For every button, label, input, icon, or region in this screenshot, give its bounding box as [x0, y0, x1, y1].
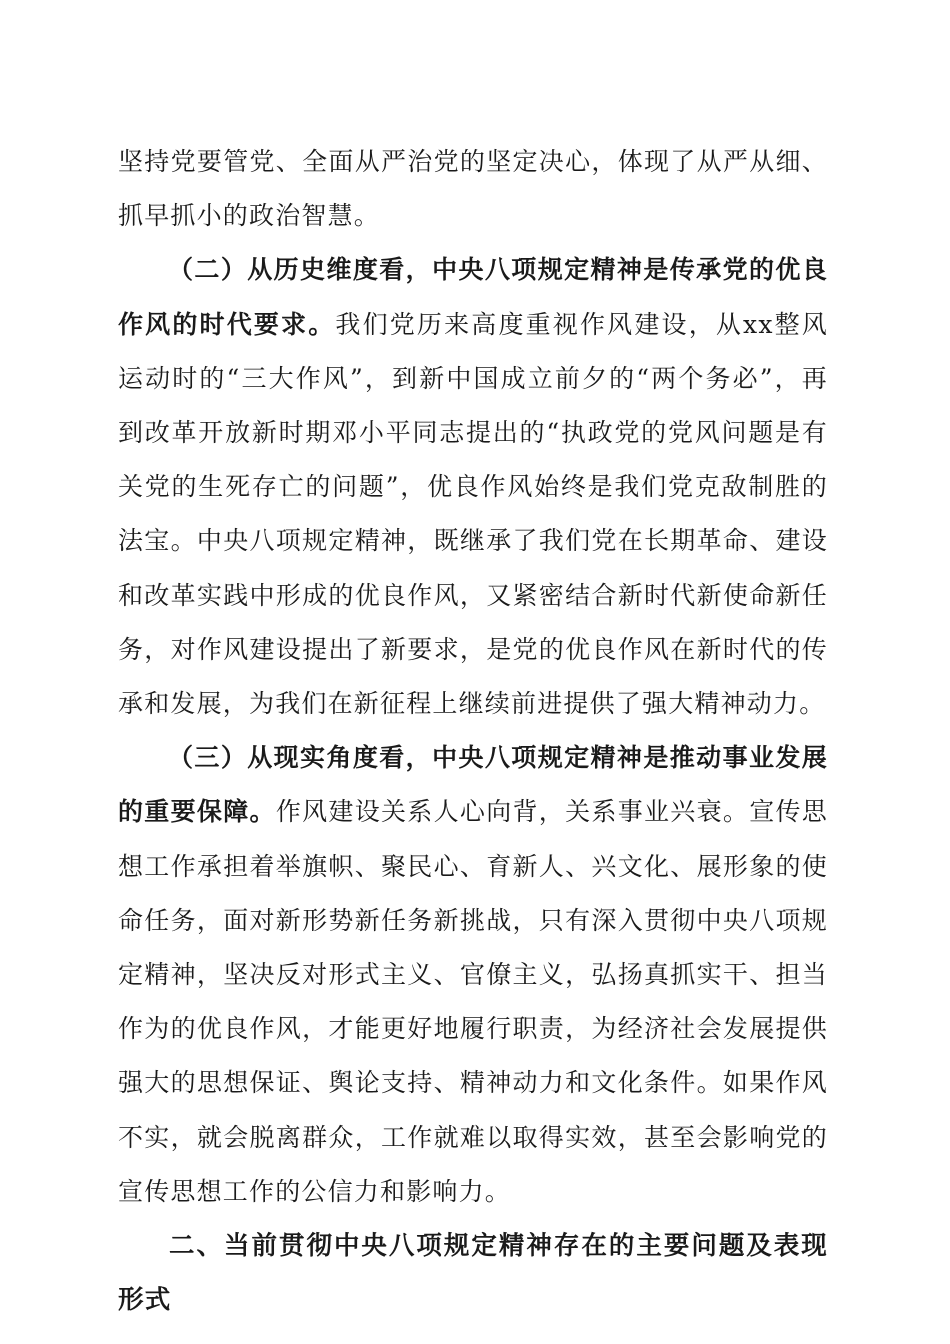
paragraph-historical-dimension [118, 243, 828, 731]
paragraph-body-historical: 我们党历来高度重视作风建设，从xx整风运动时的“三大作风”，到新中国成立前夕的“两个务必”，再到改革开放新时期邓小平同志提出的“执政党的党风问题是有关党的生死存亡的问题”，优良作风始终是我们党克敌制胜的法宝。中央八项规定精神，既继承了我们党在长期革命、建设和改革实践中形成的优良作风，又紧密结合新时代新使命新任务，对作风建设提出了新要求，是党的优良作风在新时代的传承和发展，为我们在新征程上继续前进提供了强大精神动力。 [118, 309, 828, 719]
paragraph-continuation: 坚持党要管党、全面从严治党的坚定决心，体现了从严从细、抓早抓小的政治智慧。 [118, 147, 828, 231]
document-page [118, 135, 828, 1327]
paragraph-body-practical: 作风建设关系人心向背，关系事业兴衰。宣传思想工作承担着举旗帜、聚民心、育新人、兴文化、展形象的使命任务，面对新形势新任务新挑战，只有深入贯彻中央八项规定精神，坚决反对形式主义、官僚主义，弘扬真抓实干、担当作为的优良作风，才能更好地履行职责，为经济社会发展提供强大的思想保证、舆论支持、精神动力和文化条件。如果作风不实，就会脱离群众，工作就难以取得实效，甚至会影响党的宣传思想工作的公信力和影响力。 [118, 797, 829, 1206]
paragraph-lead-practical: （三）从现实角度看，中央八项规定精神是推动事业发展的重要保障。 [118, 743, 828, 827]
paragraph-practical-dimension [118, 731, 828, 1219]
section-heading-two: 二、当前贯彻中央八项规定精神存在的主要问题及表现形式 [118, 1231, 828, 1316]
paragraph-lead-historical: （二）从历史维度看，中央八项规定精神是传承党的优良作风的时代要求。 [118, 255, 828, 339]
